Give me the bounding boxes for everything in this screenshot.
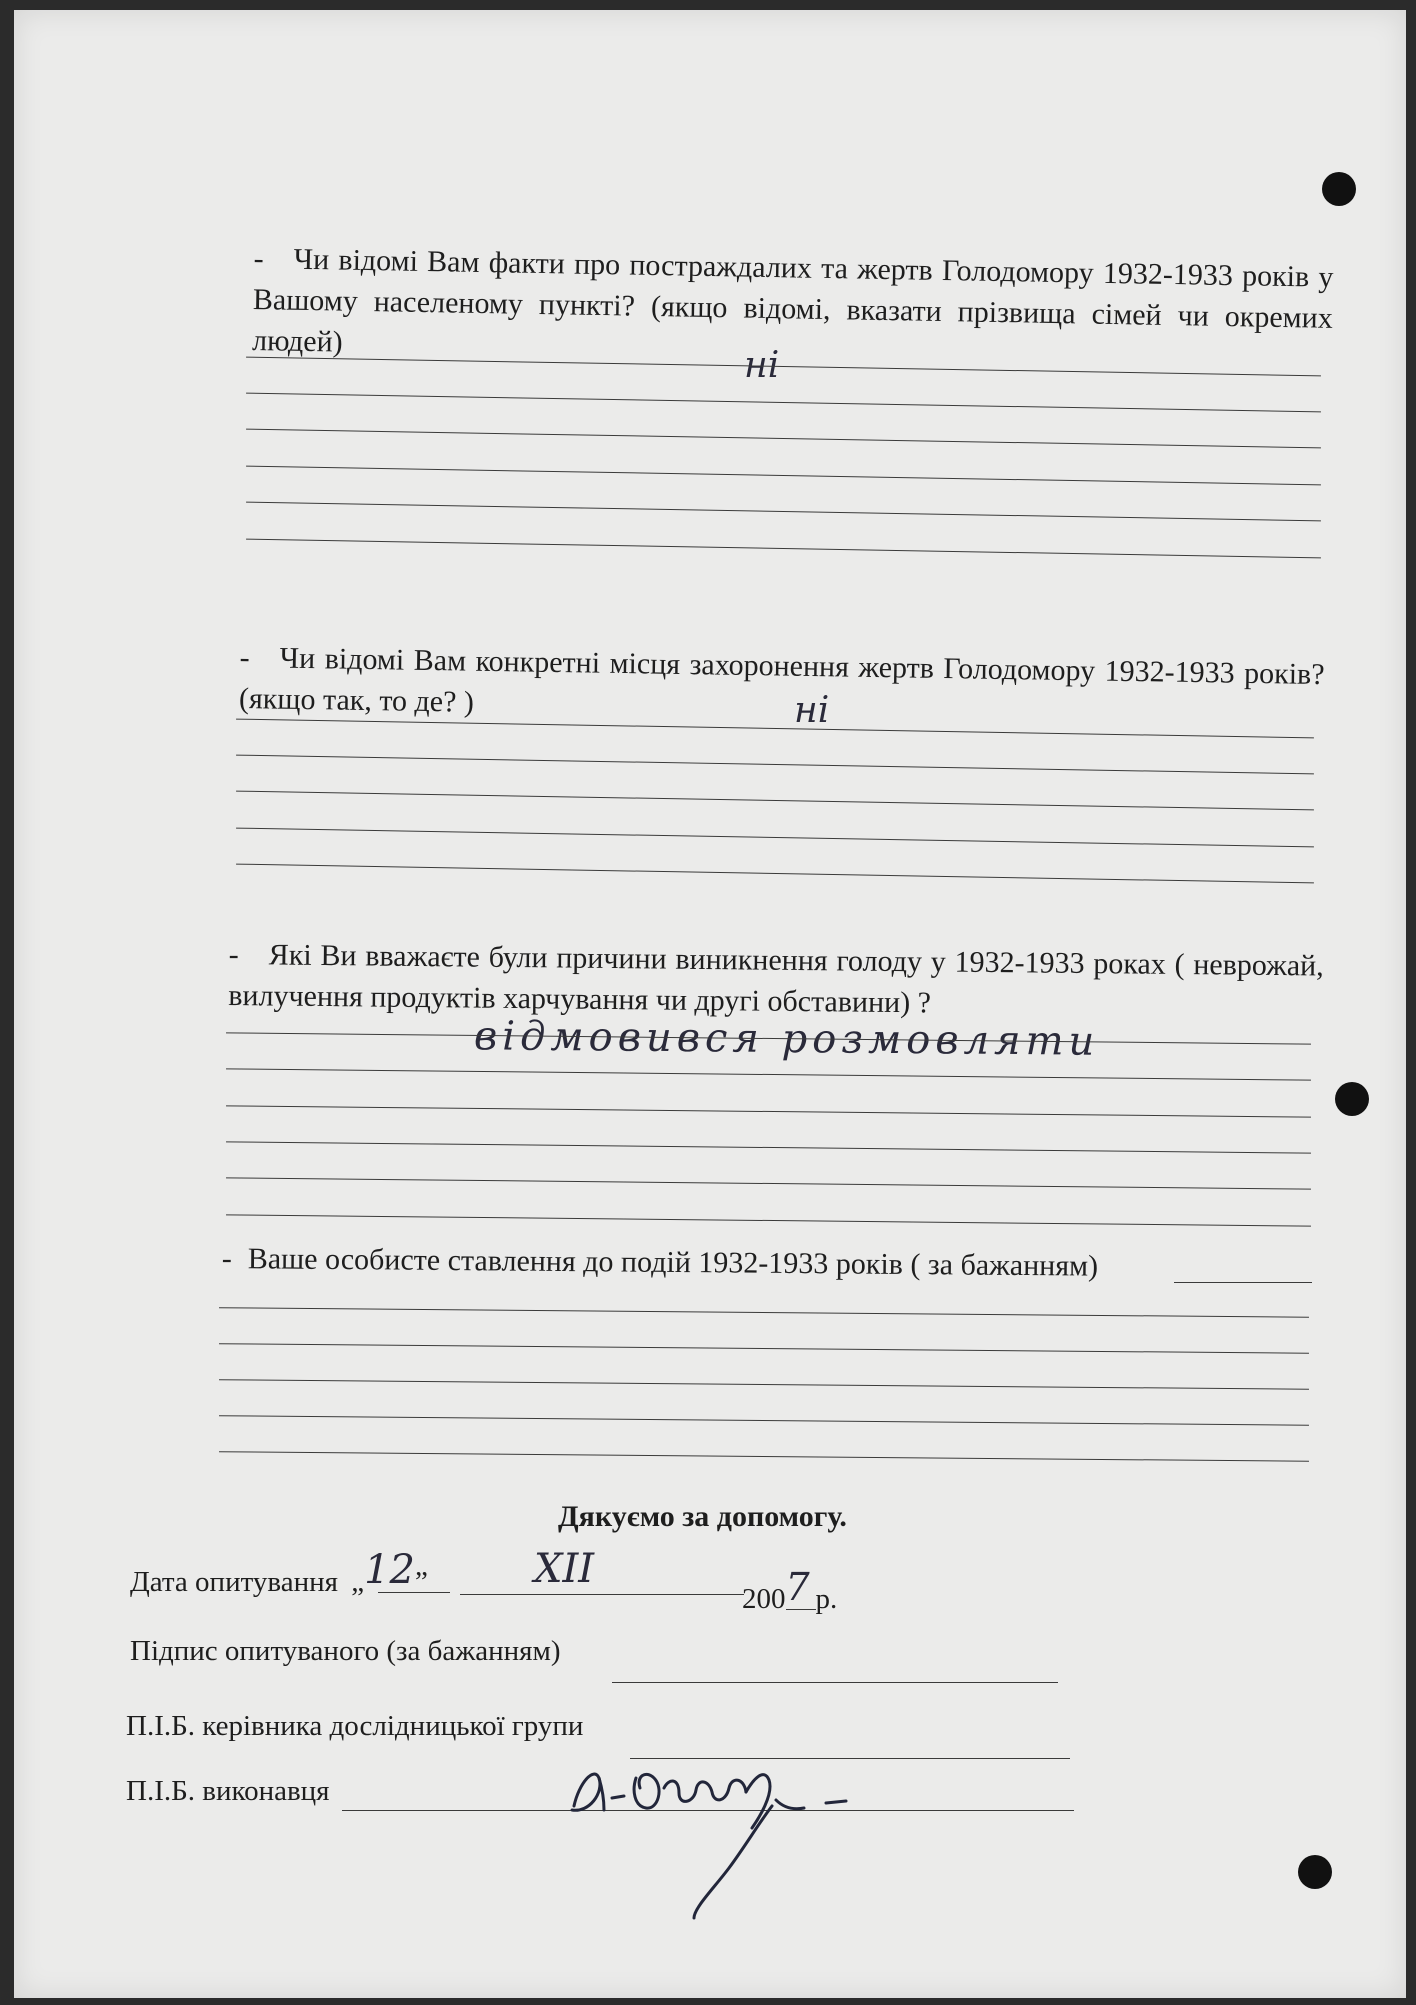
answer-line	[226, 1105, 1311, 1117]
question-1-text: Чи відомі Вам факти про постраждалих та жертв Голодомору 1932-1933 років у Вашому населеному пункті? (якщо відомі, вказати прізвища сімей чи окремих людей)	[251, 242, 1334, 359]
answer-line	[219, 1415, 1309, 1426]
year-prefix: 200	[742, 1583, 786, 1615]
punch-hole	[1322, 172, 1356, 206]
punch-hole	[1298, 1855, 1332, 1889]
answer-line	[236, 828, 1314, 848]
signature-label: Підпис опитуваного (за бажанням)	[130, 1635, 561, 1667]
date-month: XII	[534, 1546, 595, 1592]
question-4	[222, 1238, 1322, 1289]
question-2-dash: -	[239, 640, 250, 675]
question-4-dash: -	[221, 1241, 232, 1276]
date-month-line	[460, 1594, 744, 1595]
date-day-line	[378, 1592, 450, 1593]
answer-line	[246, 429, 1321, 449]
leader-label: П.І.Б. керівника дослідницької групи	[126, 1710, 584, 1742]
answer-line	[219, 1379, 1309, 1390]
answer-line	[246, 466, 1321, 486]
thanks-text: Дякуємо за допомогу.	[558, 1500, 847, 1533]
answer-line	[219, 1307, 1309, 1318]
answer-line	[226, 1177, 1311, 1189]
answer-line	[246, 502, 1321, 522]
answer-line	[219, 1451, 1309, 1462]
form-page	[14, 10, 1406, 1998]
question-2-text: Чи відомі Вам конкретні місця захоронення жертв Голодомору 1932-1933 років? (якщо так, то де? )	[238, 641, 1325, 719]
signature-line	[612, 1682, 1058, 1683]
answer-line	[226, 1068, 1311, 1080]
date-open-quote: „	[351, 1566, 365, 1598]
executor-label: П.І.Б. виконавця	[126, 1775, 330, 1807]
answer-line	[236, 791, 1314, 811]
answer-line	[219, 1343, 1309, 1354]
punch-hole	[1335, 1082, 1369, 1116]
question-2-answer: ні	[794, 690, 830, 731]
question-1-answer: ні	[744, 345, 780, 386]
answer-line	[236, 864, 1314, 884]
date-close-quote: ”	[414, 1566, 428, 1598]
question-4-text: Ваше особисте ставлення до подій 1932-1933 років ( за бажанням)	[247, 1242, 1099, 1283]
question-3-answer: відмовився розмовляти	[473, 1013, 1100, 1065]
question-3-dash: -	[228, 937, 239, 972]
handwritten-signature	[554, 1748, 914, 1923]
year-suffix: р.	[815, 1583, 838, 1615]
question-3-text: Які Ви вважаєте були причини виникнення голоду у 1932-1933 роках ( неврожай, вилучення продуктів харчування чи другі обставини) ?	[228, 938, 1324, 1020]
question-3	[228, 934, 1324, 1027]
question-1-dash: -	[253, 241, 264, 276]
question-1	[252, 238, 1334, 380]
answer-line	[1174, 1282, 1312, 1283]
answer-line	[246, 539, 1321, 559]
year-row	[742, 1565, 838, 1618]
answer-line	[226, 1141, 1311, 1153]
year-digit: 7	[786, 1565, 816, 1610]
date-day: 12	[364, 1547, 415, 1593]
date-label: Дата опитування	[130, 1566, 338, 1598]
answer-line	[226, 1214, 1311, 1226]
answer-line	[236, 755, 1314, 775]
answer-line	[246, 393, 1321, 413]
date-row	[130, 1547, 428, 1601]
